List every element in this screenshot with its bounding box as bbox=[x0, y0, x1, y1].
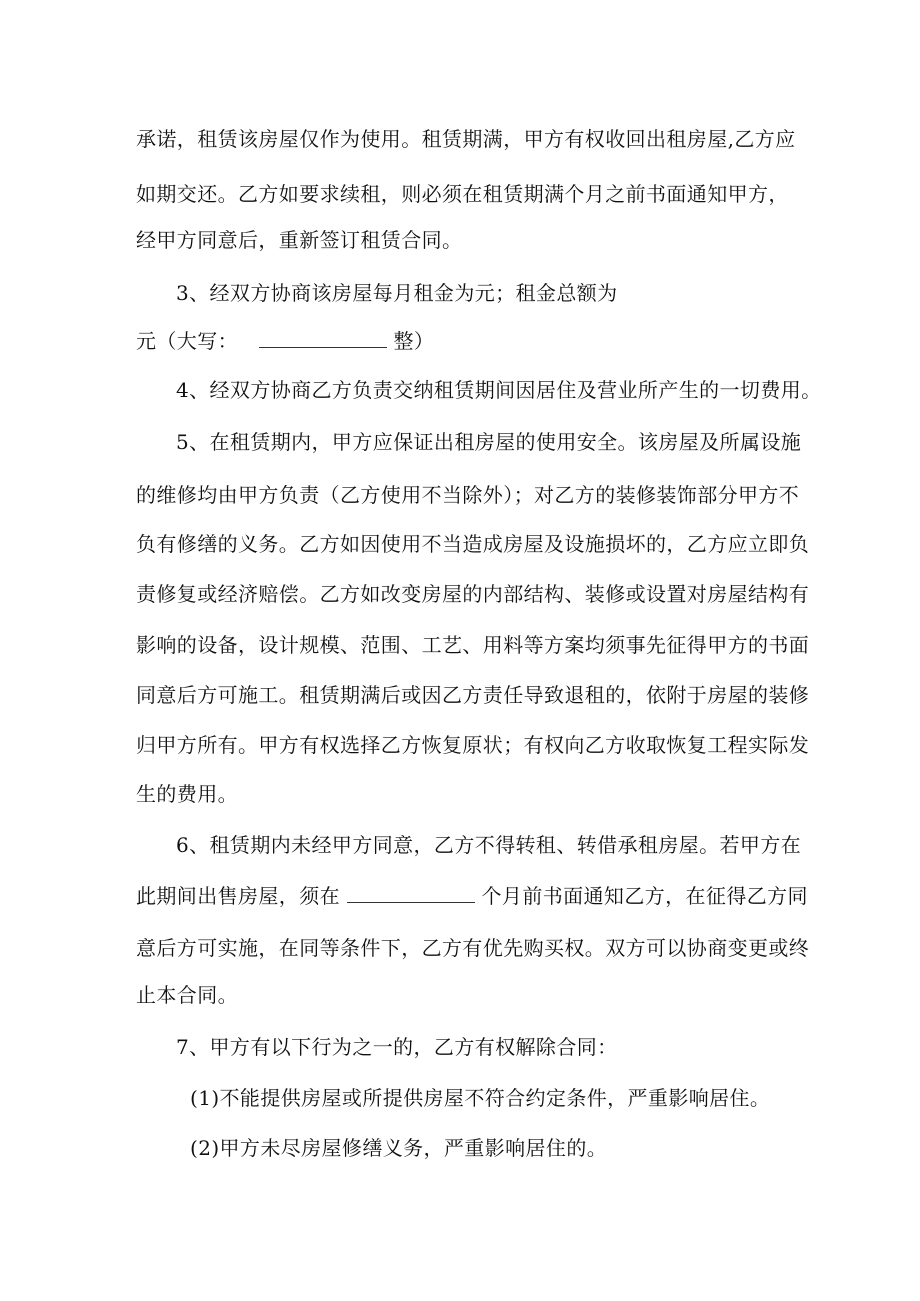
notice-suffix: 个月前书面通知乙方，在征得乙方同 bbox=[481, 884, 808, 908]
sub-item-1-line: (1)不能提供房屋或所提供房屋不符合约定条件，严重影响居住。 bbox=[190, 1086, 771, 1110]
clause-4-line: 4、经双方协商乙方负责交纳租赁期间因居住及营业所产生的一切费用。 bbox=[176, 378, 822, 402]
paragraph-line: 负有修缮的义务。乙方如因使用不当造成房屋及设施损坏的，乙方应立即负 bbox=[136, 532, 810, 556]
paragraph-line: 责修复或经济赔偿。乙方如改变房屋的内部结构、装修或设置对房屋结构有 bbox=[136, 582, 810, 606]
sub-item-2-line: (2)甲方未尽房屋修缮义务，严重影响居住的。 bbox=[190, 1136, 608, 1160]
amount-in-words-line bbox=[136, 329, 434, 353]
amount-suffix: 整） bbox=[393, 329, 435, 353]
clause-6-line: 6、租赁期内未经甲方同意，乙方不得转租、转借承租房屋。若甲方在 bbox=[176, 833, 802, 857]
paragraph-line: 意后方可实施，在同等条件下，乙方有优先购买权。双方可以协商变更或终 bbox=[136, 936, 810, 960]
paragraph-line: 经甲方同意后，重新签订租赁合同。 bbox=[136, 228, 463, 252]
paragraph-line: 同意后方可施工。租赁期满后或因乙方责任导致退租的，依附于房屋的装修 bbox=[136, 683, 810, 707]
notice-period-line bbox=[136, 884, 808, 908]
clause-3-line: 3、经双方协商该房屋每月租金为元；租金总额为 bbox=[176, 281, 618, 305]
paragraph-line: 生的费用。 bbox=[136, 782, 238, 806]
paragraph-line: 的维修均由甲方负责（乙方使用不当除外）；对乙方的装修装饰部分甲方不 bbox=[136, 483, 800, 507]
paragraph-line: 承诺，租赁该房屋仅作为使用。租赁期满，甲方有权收回出租房屋,乙方应 bbox=[136, 127, 796, 151]
paragraph-line: 止本合同。 bbox=[136, 983, 238, 1007]
paragraph-line: 如期交还。乙方如要求续租，则必须在租赁期满个月之前书面通知甲方， bbox=[136, 182, 789, 206]
amount-blank-field[interactable] bbox=[259, 329, 387, 348]
notice-prefix: 此期间出售房屋，须在 bbox=[136, 884, 340, 908]
clause-7-line: 7、甲方有以下行为之一的，乙方有权解除合同： bbox=[176, 1035, 618, 1059]
paragraph-line: 影响的设备，设计规模、范围、工艺、用料等方案均须事先征得甲方的书面 bbox=[136, 633, 810, 657]
amount-label: 元（大写： bbox=[136, 329, 238, 353]
notice-months-blank-field[interactable] bbox=[347, 884, 475, 903]
clause-5-line: 5、在租赁期内，甲方应保证出租房屋的使用安全。该房屋及所属设施 bbox=[176, 430, 802, 454]
paragraph-line: 归甲方所有。甲方有权选择乙方恢复原状；有权向乙方收取恢复工程实际发 bbox=[136, 733, 810, 757]
